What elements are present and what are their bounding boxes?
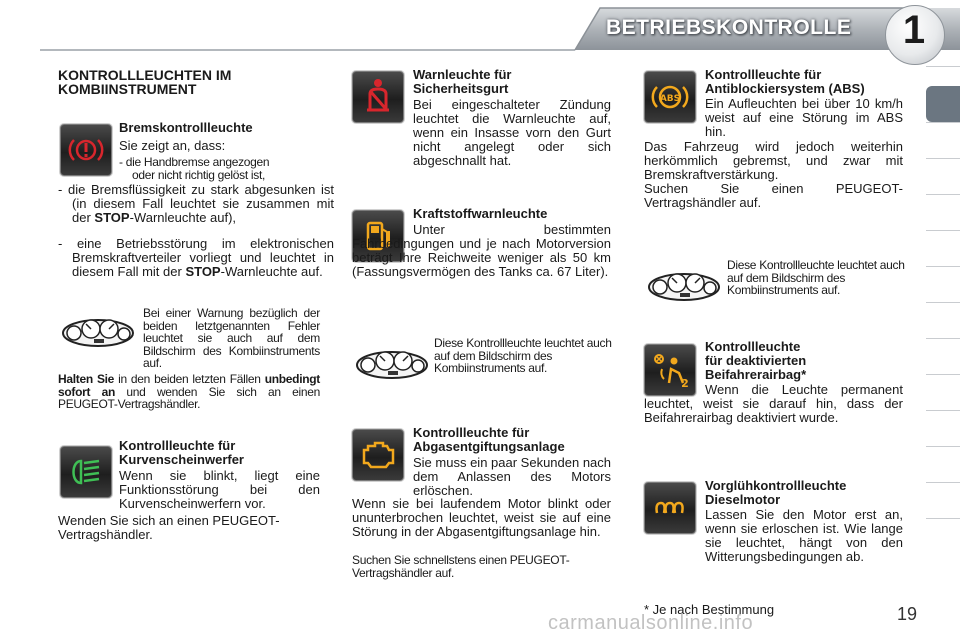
text: - die Bremsflüssigkeit zu stark abgesunken ist (in diesem Fall leuchtet sie zusammen mit der: [58, 182, 334, 225]
fuel-text: Unter bestimmten Fahrbedingungen und je nach Motorversion beträgt Ihre Reichweite weniger als 50 km (Fassungsvermögen des Tanks ca. 67 Liter).: [352, 222, 611, 279]
title-line: Warnleuchte für: [413, 67, 512, 82]
chapter-tab[interactable]: [926, 410, 960, 446]
engine-icon: [352, 429, 404, 481]
instrument-cluster-icon: [647, 268, 721, 302]
chapter-tab[interactable]: [926, 338, 960, 374]
abs-text: Ein Aufleuchten bei über 10 km/h weist auf eine Störung im ABS hin.: [705, 96, 903, 139]
chapter-tab[interactable]: [926, 482, 960, 518]
chapter-tab[interactable]: [926, 266, 960, 302]
airbag-text: Wenn die Leuchte permanent leuchtet, weist sie darauf hin, dass der Beifahrerairbag deaktiviert wurde.: [644, 382, 903, 425]
chapter-tab[interactable]: [926, 230, 960, 266]
glow-title: [705, 479, 846, 507]
stop-label: STOP: [94, 210, 130, 225]
exhaust-note: Suchen Sie schnellstens einen PEUGEOT-Vertragshändler auf.: [352, 553, 570, 580]
text: in den beiden letzten Fällen: [114, 372, 265, 386]
brake-title: Bremskontrollleuchte: [119, 120, 253, 135]
title-line: Beifahrerairbag*: [705, 367, 807, 382]
title-line: Kurvenscheinwerfer: [119, 452, 244, 467]
text: -Warnleuchte auf),: [129, 210, 237, 225]
seatbelt-text: Bei eingeschalteter Zündung leuchtet die Warnleuchte auf, wenn ein Insasse vorn den Gurt nicht angelegt oder sich abgeschnallt hat.: [413, 97, 611, 168]
watermark: carmanualsonline.info: [548, 612, 754, 634]
curve-text-2: Wenden Sie sich an einen PEUGEOT-Vertragshändler.: [58, 513, 280, 542]
instrument-cluster-icon: [355, 346, 429, 380]
title-line: Dieselmotor: [705, 492, 781, 507]
footnote: * Je nach Bestimmung: [644, 602, 775, 617]
fuel-title: Kraftstoffwarnleuchte: [413, 206, 548, 221]
title-line: Vorglühkontrollleuchte: [705, 478, 847, 493]
glow-plug-icon: [644, 482, 696, 534]
exhaust-text-2: Wenn sie bei laufendem Motor blinkt oder ununterbrochen leuchtet, weist sie auf eine Störung in der Abgasentgiftungsanlage hin.: [352, 496, 611, 539]
brake-item-2: [58, 183, 334, 225]
chapter-tabs: [926, 66, 960, 576]
text: - eine Betriebsstörung im elektronischen Bremskraftverteiler vorliegt und leuchtet in diesem Fall mit der: [58, 236, 334, 279]
chapter-tab[interactable]: [926, 518, 960, 554]
text: -Warnleuchte auf.: [220, 264, 323, 279]
fuel-cluster-note: Diese Kontrollleuchte leuchtet auch auf dem Bildschirm des Kombiinstruments auf.: [434, 336, 612, 375]
text: und wenden Sie sich an einen PEUGEOT-Vertragshändler.: [58, 384, 320, 411]
chapter-number: 1: [902, 8, 926, 52]
svg-text:ABS: ABS: [659, 94, 681, 104]
page-number: 19: [897, 604, 918, 624]
abs-cluster-note: Diese Kontrollleuchte leuchtet auch auf dem Bildschirm des Kombiinstruments auf.: [727, 258, 905, 297]
abs-text-2: Das Fahrzeug wird jedoch weiterhin herkömmlich gebremst, und zwar mit Bremskraftverstärkung.: [644, 139, 903, 182]
seatbelt-icon: [352, 71, 404, 123]
active-chapter-tab[interactable]: [926, 86, 960, 122]
curve-title: [119, 439, 244, 467]
text-bold: Halten Sie: [58, 372, 115, 386]
halt-note: [58, 373, 320, 411]
title-line: Kontrollleuchte für: [119, 438, 236, 453]
curve-text: Wenn sie blinkt, liegt eine Funktionsstörung bei den Kurvenscheinwerfern vor.: [119, 468, 320, 511]
glow-text: Lassen Sie den Motor erst an, wenn sie erloschen ist. Wie lange sie leuchtet, hängt von den Witterungsbedingungen ab.: [705, 507, 903, 564]
brake-warning-icon: [60, 124, 112, 176]
chapter-tab[interactable]: [926, 158, 960, 194]
abs-title: [705, 68, 865, 96]
section-heading: [58, 68, 318, 96]
chapter-tab[interactable]: [926, 194, 960, 230]
abs-icon: [644, 71, 696, 123]
exhaust-text: Sie muss ein paar Sekunden nach dem Anlassen des Motors erlöschen.: [413, 455, 612, 498]
chapter-tab[interactable]: [926, 122, 960, 158]
cornering-light-icon: [60, 446, 112, 498]
heading-line: KOMBIINSTRUMENT: [58, 81, 197, 97]
title-line: Abgasentgiftungsanlage: [413, 439, 565, 454]
brake-intro: Sie zeigt an, dass:: [119, 138, 226, 153]
brake-item-3: [58, 237, 334, 279]
page-title: BETRIEBSKONTROLLE: [606, 16, 852, 39]
title-line: Kontrollleuchte: [705, 339, 801, 354]
text-line: - die Handbremse angezogen: [119, 155, 270, 169]
exhaust-title: [413, 426, 565, 454]
chapter-tab[interactable]: [926, 374, 960, 410]
instrument-cluster-icon: [61, 314, 135, 348]
title-line: für deaktivierten: [705, 353, 807, 368]
title-line: Kontrollleuchte für: [413, 425, 530, 440]
text-line: oder nicht richtig gelöst ist,: [132, 167, 266, 182]
heading-line: KONTROLLLEUCHTEN IM: [58, 67, 232, 83]
brake-item-1: [119, 156, 321, 181]
airbag-title: [705, 340, 806, 382]
chapter-tab[interactable]: [926, 302, 960, 338]
seatbelt-title: [413, 68, 511, 96]
abs-text-3: Suchen Sie einen PEUGEOT-Vertragshändler auf.: [644, 181, 903, 210]
title-line: Sicherheitsgurt: [413, 81, 509, 96]
svg-text:2: 2: [681, 377, 689, 390]
title-line: Kontrollleuchte für: [705, 67, 822, 82]
title-line: Antiblockiersystem (ABS): [705, 81, 865, 96]
cluster-note: Bei einer Warnung bezüglich der beiden letztgenannten Fehler leuchtet sie auch auf dem Bildschirm des Kombiinstruments auf.: [143, 306, 320, 370]
chapter-tab[interactable]: [926, 446, 960, 482]
stop-label: STOP: [185, 264, 221, 279]
text-bold: unbedingt sofort an: [58, 372, 320, 399]
